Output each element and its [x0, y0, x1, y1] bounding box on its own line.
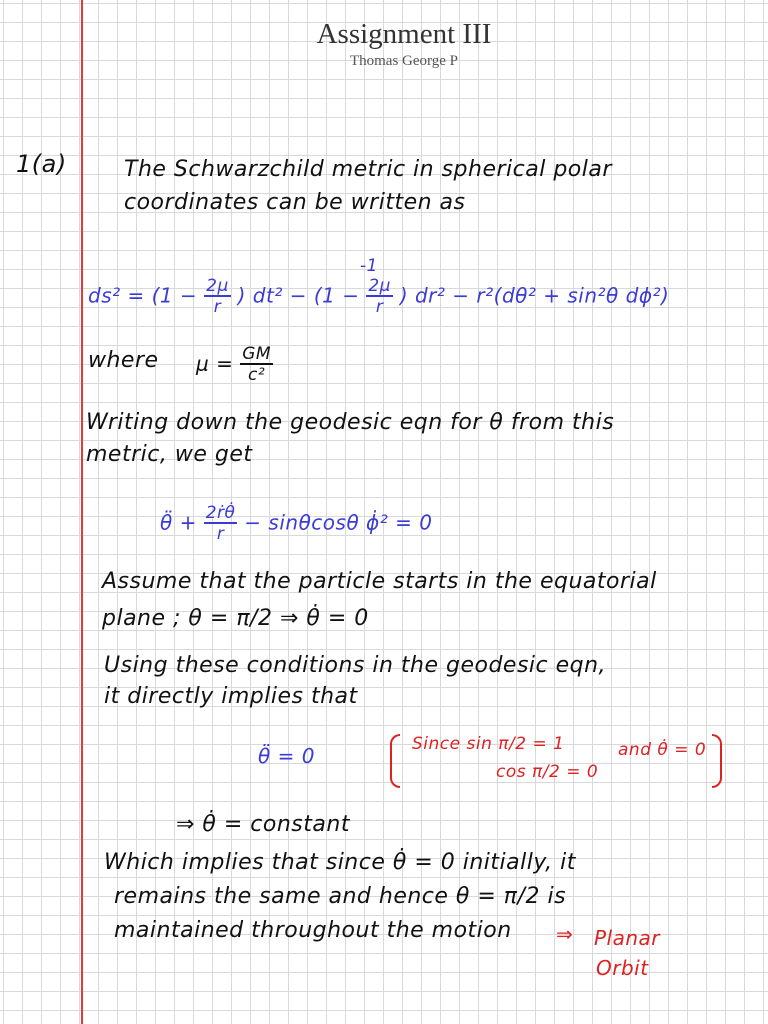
since-line-1: Since sin π/2 = 1 [412, 734, 565, 754]
mu-fraction-den: c² [248, 365, 266, 385]
red-margin-line [81, 0, 83, 1024]
using-line-1: Using these conditions in the geodesic eqn, [104, 653, 607, 678]
metric-fraction-1-num: 2μ [206, 276, 229, 296]
metric-equation [88, 278, 669, 316]
metric-term-2-tail: ) dr² − r²(dθ² + sin²θ dϕ²) [399, 283, 670, 308]
constant-line: ⇒ θ̇ = constant [176, 812, 350, 837]
since-and: and θ̇ = 0 [618, 740, 707, 760]
note-left-bracket [390, 734, 400, 788]
geodesic-equation [160, 505, 432, 543]
geodesic-line-2: metric, we get [86, 442, 253, 467]
which-line-3: maintained throughout the motion [114, 918, 512, 943]
metric-lhs: ds² = [88, 283, 145, 308]
geodesic-eq-rhs: − sinθcosθ ϕ̇² = 0 [244, 510, 433, 535]
planar-line-2: Orbit [596, 956, 649, 980]
document-header [0, 18, 768, 70]
metric-fraction-1 [204, 278, 231, 316]
mu-definition [196, 346, 273, 384]
intro-line-1: The Schwarzchild metric in spherical polar [124, 157, 612, 182]
geodesic-eq-fraction-num: 2ṙθ̇ [205, 503, 236, 523]
metric-fraction-2-num: 2μ [368, 276, 391, 296]
planar-line-1: Planar [594, 926, 661, 950]
which-line-1: Which implies that since θ̇ = 0 initially, it [104, 850, 576, 875]
which-line-2: remains the same and hence θ = π/2 is [114, 884, 567, 909]
problem-label: 1(a) [16, 150, 67, 178]
metric-open-1: (1 − [151, 283, 198, 308]
geodesic-eq-fraction [204, 505, 238, 543]
geodesic-eq-lhs: θ̈ + [160, 510, 197, 535]
metric-fraction-1-den: r [213, 297, 222, 317]
geodesic-eq-fraction-den: r [216, 524, 225, 544]
where-label: where [88, 348, 159, 373]
metric-fraction-2-den: r [375, 297, 384, 317]
mu-fraction [240, 346, 273, 384]
geodesic-line-1: Writing down the geodesic eqn for θ from this [86, 410, 615, 435]
metric-fraction-2 [366, 278, 393, 316]
page-title: Assignment III [316, 18, 492, 50]
metric-term-1-tail: ) dt² − (1 − [237, 283, 360, 308]
theta-ddot-zero: θ̈ = 0 [258, 744, 315, 768]
note-right-bracket [712, 734, 722, 788]
author-name: Thomas George P [349, 53, 459, 69]
since-line-2: cos π/2 = 0 [496, 762, 599, 782]
metric-exponent: -1 [360, 256, 378, 276]
assume-line-1: Assume that the particle starts in the equatorial [102, 569, 657, 594]
intro-line-2: coordinates can be written as [124, 190, 466, 215]
assume-line-2: plane ; θ = π/2 ⇒ θ̇ = 0 [102, 606, 369, 631]
planar-arrow: ⇒ [556, 922, 574, 946]
mu-lhs: μ = [196, 351, 234, 376]
mu-fraction-num: GM [242, 344, 272, 364]
using-line-2: it directly implies that [104, 684, 358, 709]
